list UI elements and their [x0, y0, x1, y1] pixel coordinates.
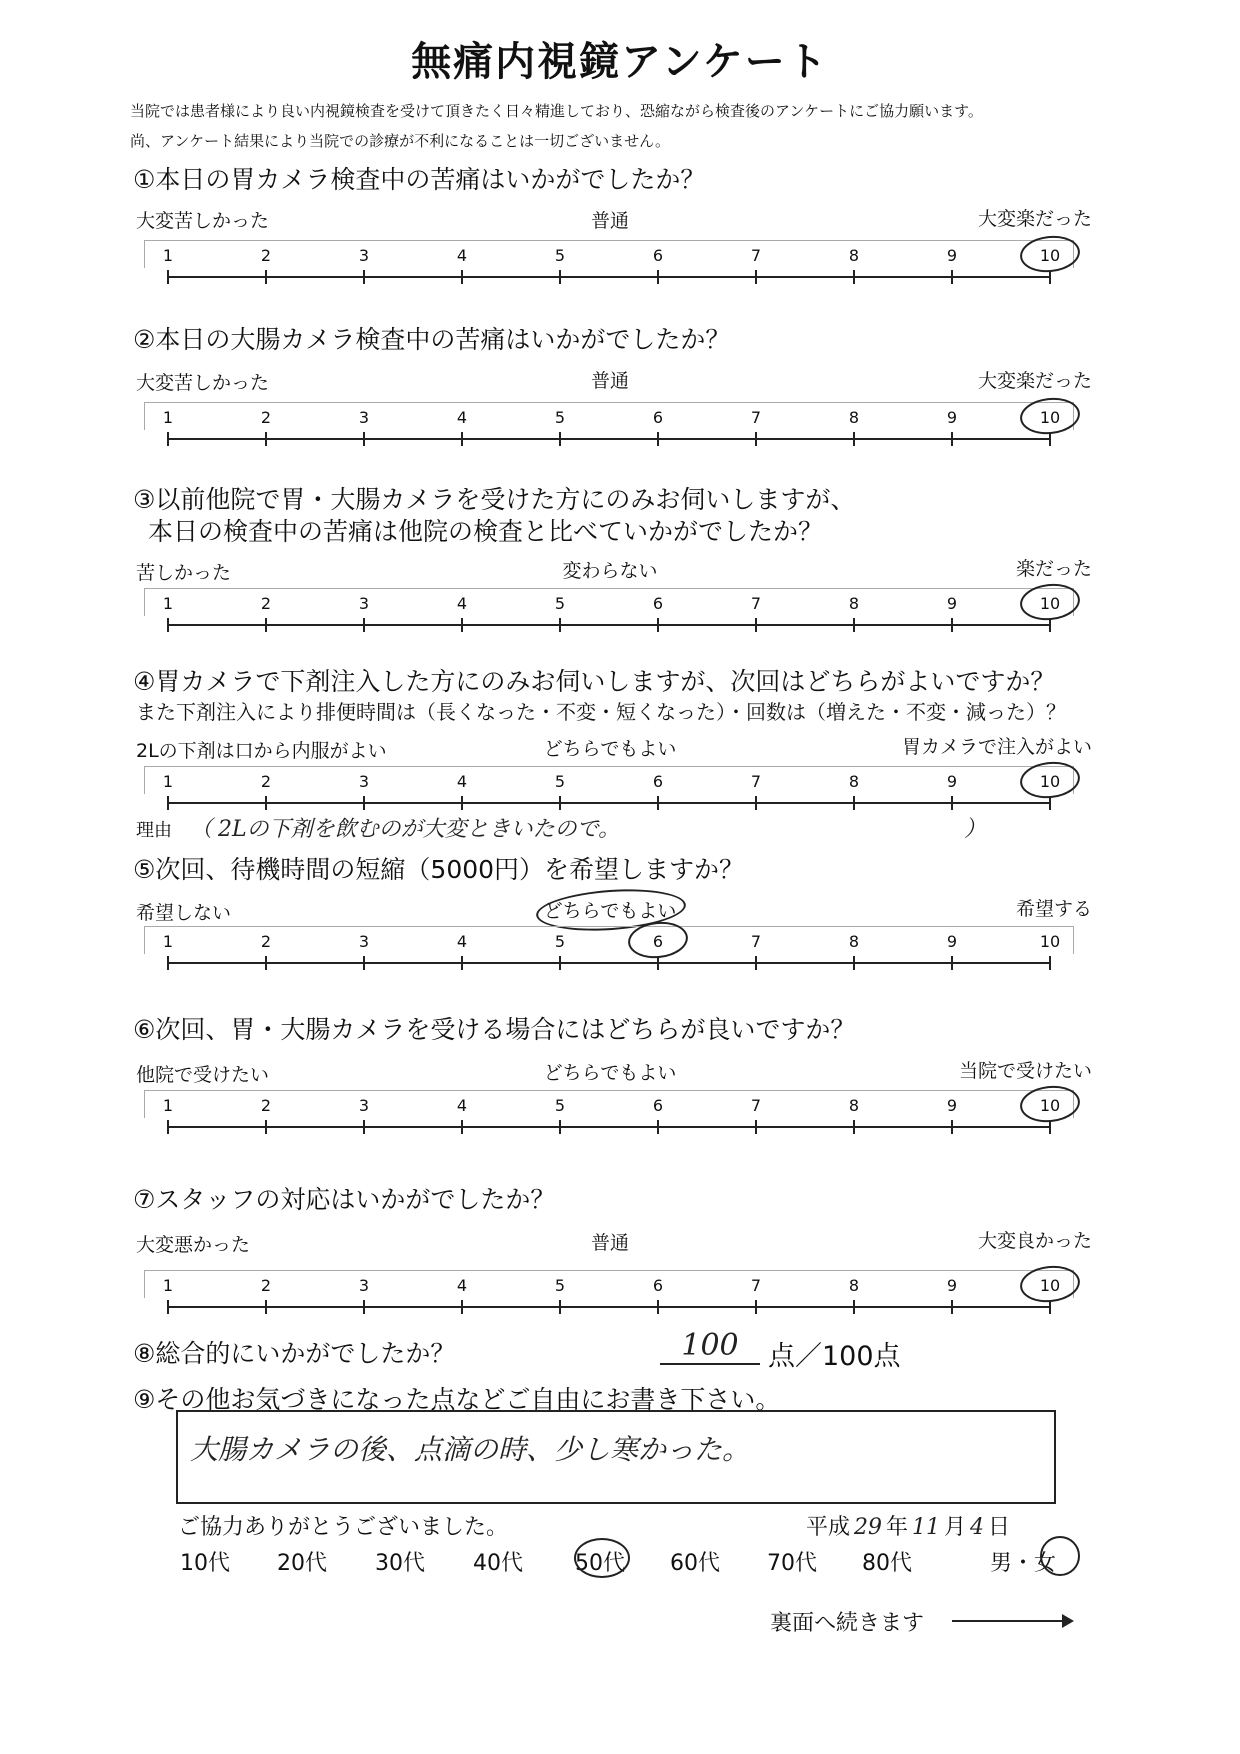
scale-option-2[interactable]: 2: [260, 246, 272, 265]
scale-option-4[interactable]: 4: [456, 1276, 468, 1295]
scale-option-2[interactable]: 2: [260, 932, 272, 951]
scale-tick: [559, 270, 561, 284]
scale-option-8[interactable]: 8: [848, 594, 860, 613]
date-day-suffix: 日: [988, 1515, 1011, 1540]
age-option-40s[interactable]: 40代: [473, 1551, 523, 1576]
question-1-label: ①本日の胃カメラ検査中の苦痛はいかがでしたか？: [133, 165, 706, 194]
question-1-mid-anchor: 普通: [590, 210, 629, 232]
question-8-label: ⑧総合的にいかがでしたか？: [133, 1339, 456, 1368]
question-3-left-anchor: 苦しかった: [136, 562, 232, 584]
scale-option-2[interactable]: 2: [260, 1096, 272, 1115]
scale-option-1[interactable]: 1: [162, 246, 174, 265]
scale-tick: [461, 796, 463, 810]
question-7-right-anchor: 大変良かった: [977, 1230, 1092, 1252]
sex-option-male[interactable]: 男: [990, 1551, 1013, 1576]
age-option-60s[interactable]: 60代: [670, 1551, 720, 1576]
scale-option-9[interactable]: 9: [946, 408, 958, 427]
scale-tick: [951, 270, 953, 284]
scale-option-6[interactable]: 6: [652, 1276, 664, 1295]
scale-option-5[interactable]: 5: [554, 772, 566, 791]
scale-tick: [461, 618, 463, 632]
scale-tick: [755, 796, 757, 810]
scale-option-1[interactable]: 1: [162, 1096, 174, 1115]
reason-text[interactable]: 2Lの下剤を飲むのが大変ときいたので。: [218, 817, 621, 842]
age-selected-circle: [574, 1538, 630, 1578]
scale-tick: [461, 270, 463, 284]
question-3-label: ③以前他院で胃・大腸カメラを受けた方にのみお伺いしますが、: [133, 485, 856, 514]
scale-option-5[interactable]: 5: [554, 594, 566, 613]
scale-option-7[interactable]: 7: [750, 932, 762, 951]
scale-option-8[interactable]: 8: [848, 408, 860, 427]
scale-tick: [951, 1120, 953, 1134]
question-6-label: ⑥次回、胃・大腸カメラを受ける場合にはどちらが良いですか？: [133, 1015, 856, 1044]
scale-tick: [363, 1300, 365, 1314]
reason-close-paren: ）: [964, 817, 987, 842]
scale-option-10[interactable]: 10: [1039, 594, 1061, 613]
scale-tick: [853, 270, 855, 284]
scale-tick: [461, 956, 463, 970]
scale-option-1[interactable]: 1: [162, 1276, 174, 1295]
question-4-label-line2: また下剤注入により排便時間は（長くなった・不変・短くなった）・回数は（増えた・不変・減った）？: [136, 700, 1066, 724]
scale-tick: [265, 270, 267, 284]
question-3-scale[interactable]: [144, 588, 1074, 634]
question-7-label: ⑦スタッフの対応はいかがでしたか？: [133, 1185, 556, 1214]
scale-tick: [951, 796, 953, 810]
scale-tick: [755, 618, 757, 632]
scale-option-3[interactable]: 3: [358, 932, 370, 951]
scale-option-4[interactable]: 4: [456, 408, 468, 427]
question-1-left-anchor: 大変苦しかった: [136, 210, 270, 232]
question-2-right-anchor: 大変楽だった: [977, 370, 1092, 392]
question-3-right-anchor: 楽だった: [1015, 558, 1092, 580]
reason-label: 理由: [136, 820, 172, 841]
scale-tick: [363, 956, 365, 970]
scale-tick: [559, 796, 561, 810]
scale-tick: [755, 1300, 757, 1314]
scale-tick: [657, 796, 659, 810]
question-5-left-anchor: 希望しない: [136, 902, 232, 924]
scale-option-3[interactable]: 3: [358, 1096, 370, 1115]
scale-tick: [461, 1300, 463, 1314]
question-5-scale[interactable]: [144, 926, 1074, 972]
reason-open-paren: （: [190, 817, 213, 842]
scale-tick: [265, 1300, 267, 1314]
scale-tick: [853, 618, 855, 632]
scale-option-5[interactable]: 5: [554, 932, 566, 951]
arrow-head-icon: [1062, 1614, 1074, 1628]
scale-option-9[interactable]: 9: [946, 1276, 958, 1295]
scale-option-6[interactable]: 6: [652, 772, 664, 791]
scale-tick: [657, 1300, 659, 1314]
scale-tick: [853, 1300, 855, 1314]
question-4-left-anchor: 2Lの下剤は口から内服がよい: [136, 740, 387, 762]
sex-selected-circle: [1040, 1536, 1080, 1576]
age-option-70s[interactable]: 70代: [767, 1551, 817, 1576]
scale-option-10[interactable]: 10: [1039, 1276, 1061, 1295]
date-day: 4: [970, 1515, 985, 1540]
scale-option-3[interactable]: 3: [358, 772, 370, 791]
scale-option-1[interactable]: 1: [162, 932, 174, 951]
scale-tick: [559, 1300, 561, 1314]
total-score-input[interactable]: 100: [660, 1328, 760, 1365]
scale-tick: [755, 432, 757, 446]
scale-option-9[interactable]: 9: [946, 594, 958, 613]
scale-option-9[interactable]: 9: [946, 772, 958, 791]
date-era: 平成: [806, 1515, 851, 1540]
question-9-label: ⑨その他お気づきになった点などご自由にお書き下さい。: [133, 1385, 781, 1414]
intro-note: 尚、アンケート結果により当院での診療が不利になることは一切ございません。: [130, 132, 671, 150]
sex-separator: ・: [1012, 1551, 1035, 1576]
scale-option-6[interactable]: 6: [652, 246, 664, 265]
scale-tick: [265, 618, 267, 632]
scale-tick: [657, 270, 659, 284]
scale-tick: [853, 432, 855, 446]
scale-option-8[interactable]: 8: [848, 772, 860, 791]
scale-option-4[interactable]: 4: [456, 1096, 468, 1115]
question-6-right-anchor: 当院で受けたい: [958, 1060, 1092, 1082]
age-option-50s[interactable]: 50代: [575, 1551, 625, 1576]
intro-text: 当院では患者様により良い内視鏡検査を受けて頂きたく日々精進しており、恐縮ながら検査後のアンケートにご協力願います。: [130, 102, 983, 120]
question-4-right-anchor: 胃カメラで注入がよい: [901, 736, 1092, 758]
question-5-right-anchor: 希望する: [1015, 898, 1092, 920]
scale-option-2[interactable]: 2: [260, 1276, 272, 1295]
scale-tick: [265, 956, 267, 970]
scale-option-10[interactable]: 10: [1039, 772, 1061, 791]
scale-option-7[interactable]: 7: [750, 246, 762, 265]
scale-option-1[interactable]: 1: [162, 772, 174, 791]
continue-label: 裏面へ続きます: [770, 1611, 925, 1636]
scale-tick: [559, 432, 561, 446]
scale-option-1[interactable]: 1: [162, 408, 174, 427]
scale-option-8[interactable]: 8: [848, 246, 860, 265]
scale-tick: [853, 1120, 855, 1134]
question-2-mid-anchor: 普通: [590, 370, 629, 392]
scale-option-7[interactable]: 7: [750, 408, 762, 427]
scale-tick: [363, 618, 365, 632]
scale-option-5[interactable]: 5: [554, 246, 566, 265]
scale-option-4[interactable]: 4: [456, 246, 468, 265]
scale-axis: [168, 802, 1050, 804]
question-3-mid-anchor: 変わらない: [562, 560, 658, 582]
scale-tick: [755, 1120, 757, 1134]
question-2-label: ②本日の大腸カメラ検査中の苦痛はいかがでしたか？: [133, 325, 731, 354]
thanks-message: ご協力ありがとうございました。: [178, 1515, 509, 1540]
scale-option-7[interactable]: 7: [750, 1096, 762, 1115]
scale-option-2[interactable]: 2: [260, 594, 272, 613]
age-option-30s[interactable]: 30代: [375, 1551, 425, 1576]
scale-tick: [167, 270, 169, 284]
scale-tick: [1049, 956, 1051, 970]
scale-tick: [853, 956, 855, 970]
question-7-scale[interactable]: [144, 1270, 1074, 1316]
scale-option-9[interactable]: 9: [946, 1096, 958, 1115]
date-year: 29: [854, 1515, 883, 1540]
scale-tick: [167, 1300, 169, 1314]
scale-option-2[interactable]: 2: [260, 772, 272, 791]
scale-option-10[interactable]: 10: [1039, 1096, 1061, 1115]
question-2-left-anchor: 大変苦しかった: [136, 372, 270, 394]
date-year-suffix: 年: [886, 1515, 909, 1540]
scale-tick: [559, 618, 561, 632]
scale-option-2[interactable]: 2: [260, 408, 272, 427]
scale-tick: [951, 618, 953, 632]
scale-option-4[interactable]: 4: [456, 932, 468, 951]
question-6-scale[interactable]: [144, 1090, 1074, 1136]
scale-option-7[interactable]: 7: [750, 772, 762, 791]
scale-tick: [951, 1300, 953, 1314]
scale-tick: [363, 270, 365, 284]
scale-tick: [657, 618, 659, 632]
scale-axis: [168, 624, 1050, 626]
scale-tick: [167, 618, 169, 632]
scale-tick: [363, 432, 365, 446]
scale-axis: [168, 1306, 1050, 1308]
comment-text: 大腸カメラの後、点滴の時、少し寒かった。: [190, 1433, 751, 1466]
age-option-10s[interactable]: 10代: [180, 1551, 230, 1576]
score-unit: 点／100点: [768, 1341, 901, 1372]
scale-option-8[interactable]: 8: [848, 1096, 860, 1115]
scale-tick: [559, 1120, 561, 1134]
scale-option-10[interactable]: 10: [1039, 932, 1061, 951]
question-7-left-anchor: 大変悪かった: [136, 1234, 251, 1256]
scale-tick: [167, 1120, 169, 1134]
scale-option-7[interactable]: 7: [750, 594, 762, 613]
scale-tick: [167, 956, 169, 970]
scale-option-8[interactable]: 8: [848, 932, 860, 951]
scale-tick: [265, 796, 267, 810]
scale-option-3[interactable]: 3: [358, 1276, 370, 1295]
scale-tick: [167, 432, 169, 446]
scale-axis: [168, 1126, 1050, 1128]
question-3-label-line2: 本日の検査中の苦痛は他院の検査と比べていかがでしたか？: [148, 517, 824, 546]
date-field[interactable]: [806, 1510, 1010, 1541]
scale-tick: [657, 1120, 659, 1134]
question-6-mid-anchor: どちらでもよい: [543, 1062, 677, 1084]
question-4-mid-anchor: どちらでもよい: [543, 738, 677, 760]
scale-tick: [755, 956, 757, 970]
scale-option-3[interactable]: 3: [358, 408, 370, 427]
scale-tick: [265, 1120, 267, 1134]
scale-axis: [168, 962, 1050, 964]
question-1-scale[interactable]: [144, 240, 1074, 286]
scale-option-6[interactable]: 6: [652, 1096, 664, 1115]
scale-axis: [168, 276, 1050, 278]
scale-option-4[interactable]: 4: [456, 594, 468, 613]
age-option-20s[interactable]: 20代: [277, 1551, 327, 1576]
scale-option-6[interactable]: 6: [652, 408, 664, 427]
date-month: 11: [912, 1515, 941, 1540]
scale-option-10[interactable]: 10: [1039, 408, 1061, 427]
scale-tick: [853, 796, 855, 810]
age-option-80s[interactable]: 80代: [862, 1551, 912, 1576]
scale-option-6[interactable]: 6: [652, 594, 664, 613]
question-5-mid-anchor: どちらでもよい: [543, 900, 677, 922]
scale-tick: [363, 1120, 365, 1134]
date-month-suffix: 月: [944, 1515, 967, 1540]
scale-option-6[interactable]: 6: [652, 932, 664, 951]
question-7-mid-anchor: 普通: [590, 1232, 629, 1254]
scale-option-9[interactable]: 9: [946, 932, 958, 951]
question-1-right-anchor: 大変楽だった: [977, 208, 1092, 230]
scale-tick: [461, 1120, 463, 1134]
scale-tick: [951, 956, 953, 970]
scale-tick: [657, 432, 659, 446]
scale-tick: [559, 956, 561, 970]
scale-option-4[interactable]: 4: [456, 772, 468, 791]
scale-axis: [168, 438, 1050, 440]
scale-option-10[interactable]: 10: [1039, 246, 1061, 265]
scale-option-1[interactable]: 1: [162, 594, 174, 613]
scale-option-7[interactable]: 7: [750, 1276, 762, 1295]
scale-option-3[interactable]: 3: [358, 246, 370, 265]
scale-option-8[interactable]: 8: [848, 1276, 860, 1295]
scale-option-9[interactable]: 9: [946, 246, 958, 265]
question-2-scale[interactable]: [144, 402, 1074, 448]
scale-option-5[interactable]: 5: [554, 1096, 566, 1115]
scale-option-3[interactable]: 3: [358, 594, 370, 613]
scale-tick: [755, 270, 757, 284]
scale-tick: [461, 432, 463, 446]
question-4-scale[interactable]: [144, 766, 1074, 812]
scale-tick: [951, 432, 953, 446]
scale-tick: [363, 796, 365, 810]
scale-option-5[interactable]: 5: [554, 1276, 566, 1295]
scale-tick: [265, 432, 267, 446]
scale-tick: [167, 796, 169, 810]
question-5-label: ⑤次回、待機時間の短縮（5000円）を希望しますか？: [133, 855, 745, 884]
sex-option-female[interactable]: 女: [1034, 1551, 1057, 1576]
arrow-right-icon: [952, 1620, 1067, 1622]
scale-option-5[interactable]: 5: [554, 408, 566, 427]
question-6-left-anchor: 他院で受けたい: [136, 1064, 270, 1086]
question-4-label: ④胃カメラで下剤注入した方にのみお伺いしますが、次回はどちらがよいですか？: [133, 667, 1056, 696]
page-title: 無痛内視鏡アンケート: [411, 39, 829, 85]
